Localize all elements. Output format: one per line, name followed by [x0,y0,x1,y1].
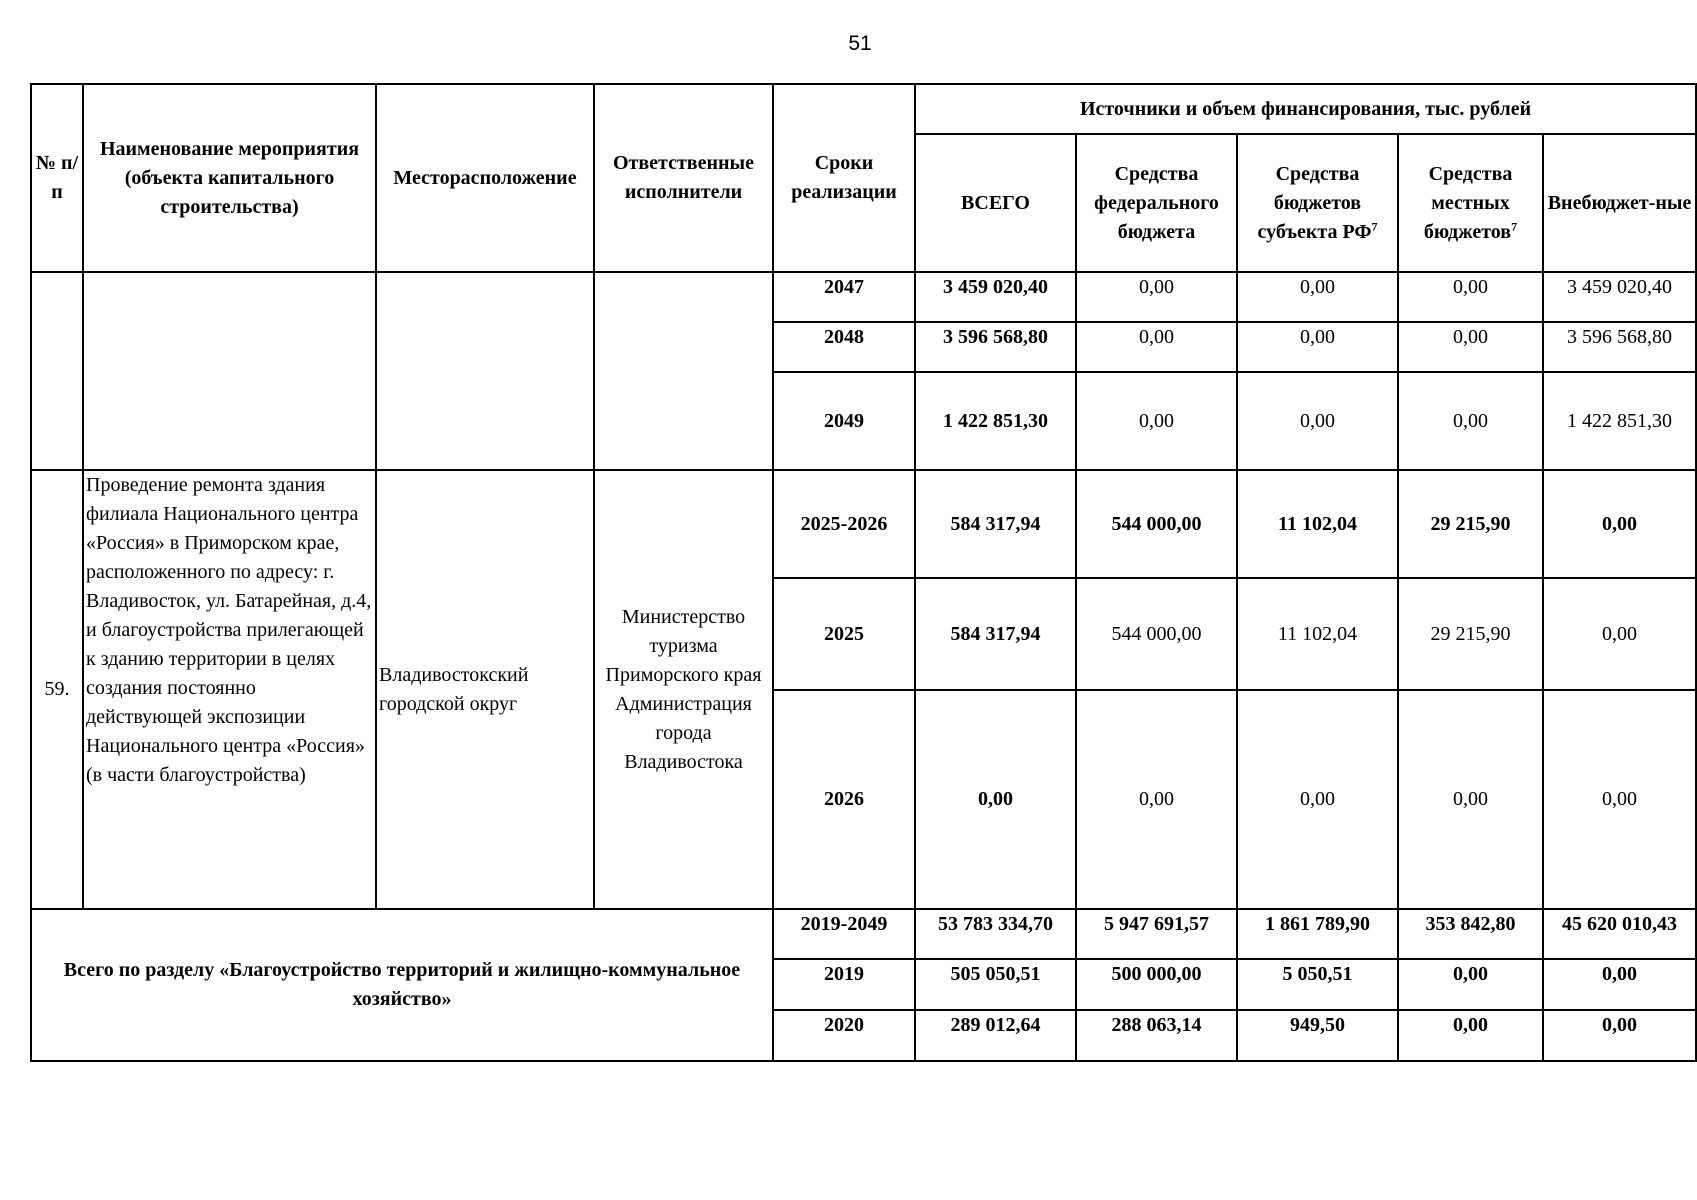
page-number: 51 [848,32,872,55]
header-number: № п/п [31,84,83,272]
cell-subject: 949,50 [1237,1010,1398,1061]
cell-empty [594,272,773,470]
cell-total: 289 012,64 [915,1010,1076,1061]
cell-year: 2025-2026 [773,470,915,578]
cell-year: 2049 [773,372,915,470]
cell-empty [31,272,83,470]
cell-local: 353 842,80 [1398,909,1543,959]
cell-total: 53 783 334,70 [915,909,1076,959]
cell-empty [376,272,594,470]
cell-subject: 0,00 [1237,322,1398,372]
cell-federal: 0,00 [1076,272,1237,322]
header-total: ВСЕГО [915,134,1076,272]
item-number: 59. [31,470,83,909]
cell-year: 2047 [773,272,915,322]
cell-total: 584 317,94 [915,578,1076,690]
header-name: Наименование мероприятия (объекта капитального строительства) [83,84,376,272]
cell-extra: 0,00 [1543,959,1696,1010]
cell-extra: 0,00 [1543,690,1696,909]
cell-total: 1 422 851,30 [915,372,1076,470]
cell-extra: 45 620 010,43 [1543,909,1696,959]
footnote-mark: 7 [1371,218,1378,233]
table-row [31,470,1696,578]
cell-local: 0,00 [1398,959,1543,1010]
cell-local: 0,00 [1398,1010,1543,1061]
header-subject: Средства бюджетов субъекта $РФ^7$ [1237,134,1398,272]
cell-subject: 5 050,51 [1237,959,1398,1010]
cell-total: 3 459 020,40 [915,272,1076,322]
header-responsible: Ответственные исполнители [594,84,773,272]
cell-local: 0,00 [1398,690,1543,909]
cell-extra: 3 459 020,40 [1543,272,1696,322]
cell-subject: 0,00 [1237,372,1398,470]
table-row [31,909,1696,959]
cell-extra: 0,00 [1543,470,1696,578]
cell-empty [83,272,376,470]
financing-table [30,83,1697,1062]
cell-local: 0,00 [1398,272,1543,322]
cell-year: 2026 [773,690,915,909]
table-row [31,272,1696,322]
cell-total: 505 050,51 [915,959,1076,1010]
cell-subject: 11 102,04 [1237,470,1398,578]
cell-year: 2025 [773,578,915,690]
cell-total: 584 317,94 [915,470,1076,578]
cell-extra: 0,00 [1543,578,1696,690]
cell-local: 0,00 [1398,372,1543,470]
cell-year: 2019-2049 [773,909,915,959]
item-responsible: Министерство туризма Приморского края Администрация города Владивостока [594,470,773,909]
cell-year: 2019 [773,959,915,1010]
cell-subject: 11 102,04 [1237,578,1398,690]
cell-extra: 3 596 568,80 [1543,322,1696,372]
cell-federal: 0,00 [1076,690,1237,909]
cell-local: 0,00 [1398,322,1543,372]
cell-extra: 0,00 [1543,1010,1696,1061]
cell-federal: 500 000,00 [1076,959,1237,1010]
cell-federal: 544 000,00 [1076,470,1237,578]
header-local: Средства местных бюджетов$^7$ [1398,134,1543,272]
cell-local: 29 215,90 [1398,470,1543,578]
cell-total: 0,00 [915,690,1076,909]
header-extra: Внебюджет-ные [1543,134,1696,272]
cell-federal: 5 947 691,57 [1076,909,1237,959]
header-federal: Средства федерального бюджета [1076,134,1237,272]
item-location: Владивостокский городской округ [376,470,594,909]
header-sources: Источники и объем финансирования, тыс. рублей [915,84,1696,134]
cell-federal: 288 063,14 [1076,1010,1237,1061]
cell-local: 29 215,90 [1398,578,1543,690]
table-header [31,84,1696,272]
item-name: Проведение ремонта здания филиала Национального центра «Россия» в Приморском крае, расположенного по адресу: г. Владивосток, ул. Батарейная, д.4, и благоустройства прилегающей к зданию территории в целях создания постоянно действующей экспозиции Национального центра «Россия» (в части благоустройства) [83,470,376,909]
cell-federal: 544 000,00 [1076,578,1237,690]
cell-year: 2020 [773,1010,915,1061]
cell-federal: 0,00 [1076,322,1237,372]
footnote-mark: 7 [1511,218,1518,233]
cell-total: 3 596 568,80 [915,322,1076,372]
cell-year: 2048 [773,322,915,372]
header-location: Месторасположение [376,84,594,272]
cell-federal: 0,00 [1076,372,1237,470]
section-total-label: Всего по разделу «Благоустройство территорий и жилищно-коммунальное хозяйство» [31,909,773,1061]
cell-extra: 1 422 851,30 [1543,372,1696,470]
cell-subject: 1 861 789,90 [1237,909,1398,959]
cell-subject: 0,00 [1237,690,1398,909]
cell-subject: 0,00 [1237,272,1398,322]
header-period: Сроки реализации [773,84,915,272]
